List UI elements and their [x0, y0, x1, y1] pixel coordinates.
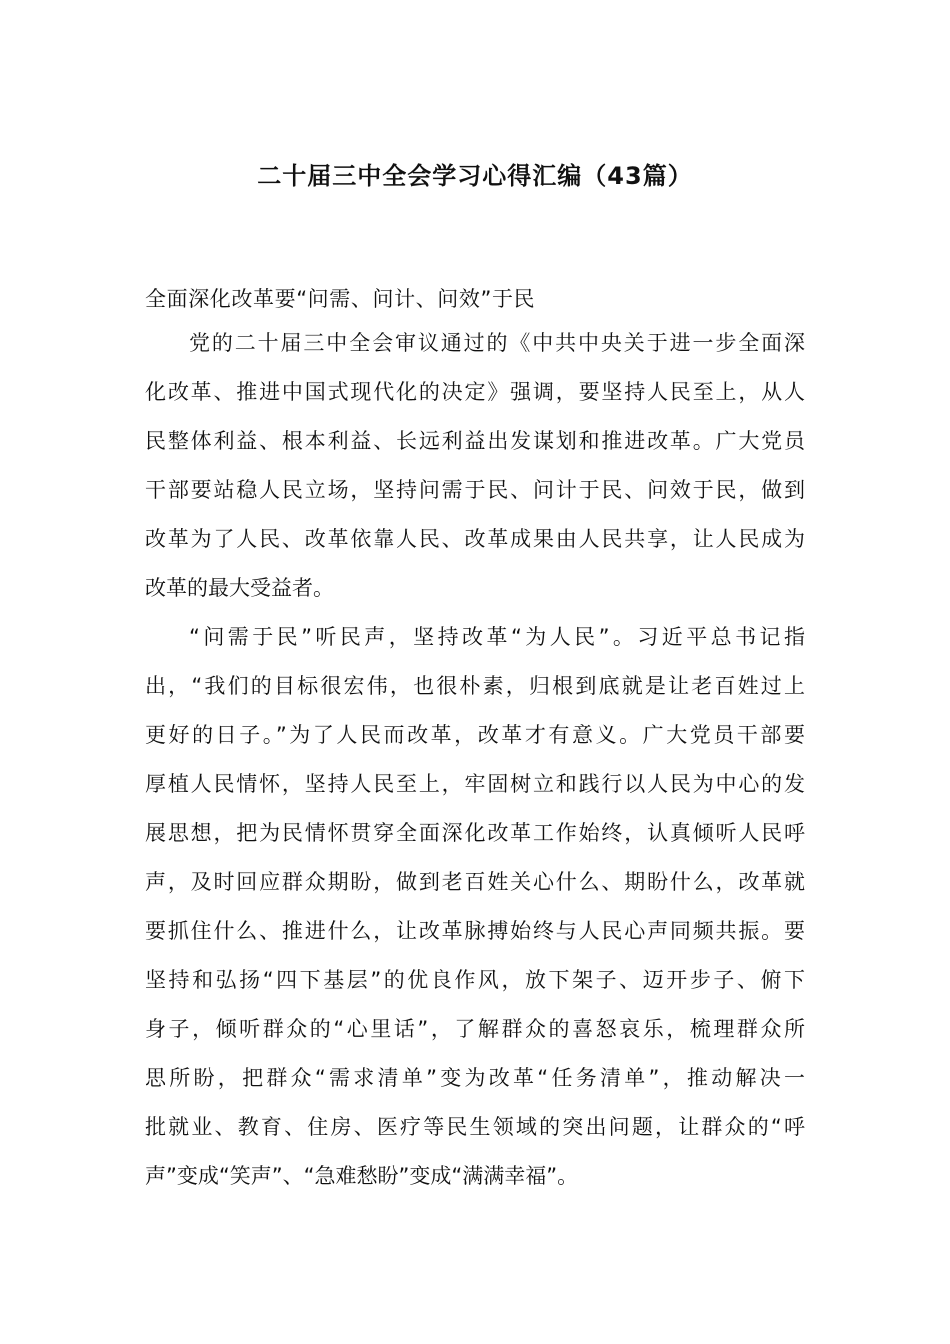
- text-line: 干部要站稳人民立场，坚持问需于民、问计于民、问效于民，做到: [145, 478, 805, 502]
- text-line: 厚植人民情怀，坚持人民至上，牢固树立和践行以人民为中心的发: [145, 772, 805, 796]
- text-line: 要抓住什么、推进什么，让改革脉搏始终与人民心声同频共振。要: [145, 919, 805, 943]
- text-line: 批就业、教育、住房、医疗等民生领域的突出问题，让群众的“呼: [145, 1115, 805, 1139]
- text-line: 改革的最大受益者。: [145, 576, 334, 600]
- text-line: 身子，倾听群众的“心里话”，了解群众的喜怒哀乐，梳理群众所: [145, 1017, 805, 1041]
- text-line: 民整体利益、根本利益、长远利益出发谋划和推进改革。广大党员: [145, 429, 805, 453]
- text-line: 化改革、推进中国式现代化的决定》强调，要坚持人民至上，从人: [145, 380, 805, 404]
- section-heading: 全面深化改革要“问需、问计、问效”于民: [145, 287, 536, 311]
- text-line: 出，“我们的目标很宏伟，也很朴素，归根到底就是让老百姓过上: [145, 674, 805, 698]
- text-line: 思所盼，把群众“需求清单”变为改革“任务清单”，推动解决一: [145, 1066, 805, 1090]
- paragraph-2: [145, 621, 805, 1192]
- text-line: 改革为了人民、改革依靠人民、改革成果由人民共享，让人民成为: [145, 527, 805, 551]
- text-line: 声”变成“笑声”、“急难愁盼”变成“满满幸福”。: [145, 1164, 579, 1188]
- paragraph-1: [145, 327, 805, 604]
- text-line: 党的二十届三中全会审议通过的《中共中央关于进一步全面深: [189, 331, 805, 355]
- text-line: 声，及时回应群众期盼，做到老百姓关心什么、期盼什么，改革就: [145, 870, 805, 894]
- text-line: 坚持和弘扬“四下基层”的优良作风，放下架子、迈开步子、俯下: [145, 968, 805, 992]
- text-line: “问需于民”听民声，坚持改革“为人民”。习近平总书记指: [189, 625, 805, 649]
- text-line: 更好的日子。”为了人民而改革，改革才有意义。广大党员干部要: [145, 723, 805, 747]
- document-title: 二十届三中全会学习心得汇编（43篇）: [257, 162, 693, 190]
- text-line: 展思想，把为民情怀贯穿全面深化改革工作始终，认真倾听人民呼: [145, 821, 805, 845]
- document-body: [145, 283, 805, 1209]
